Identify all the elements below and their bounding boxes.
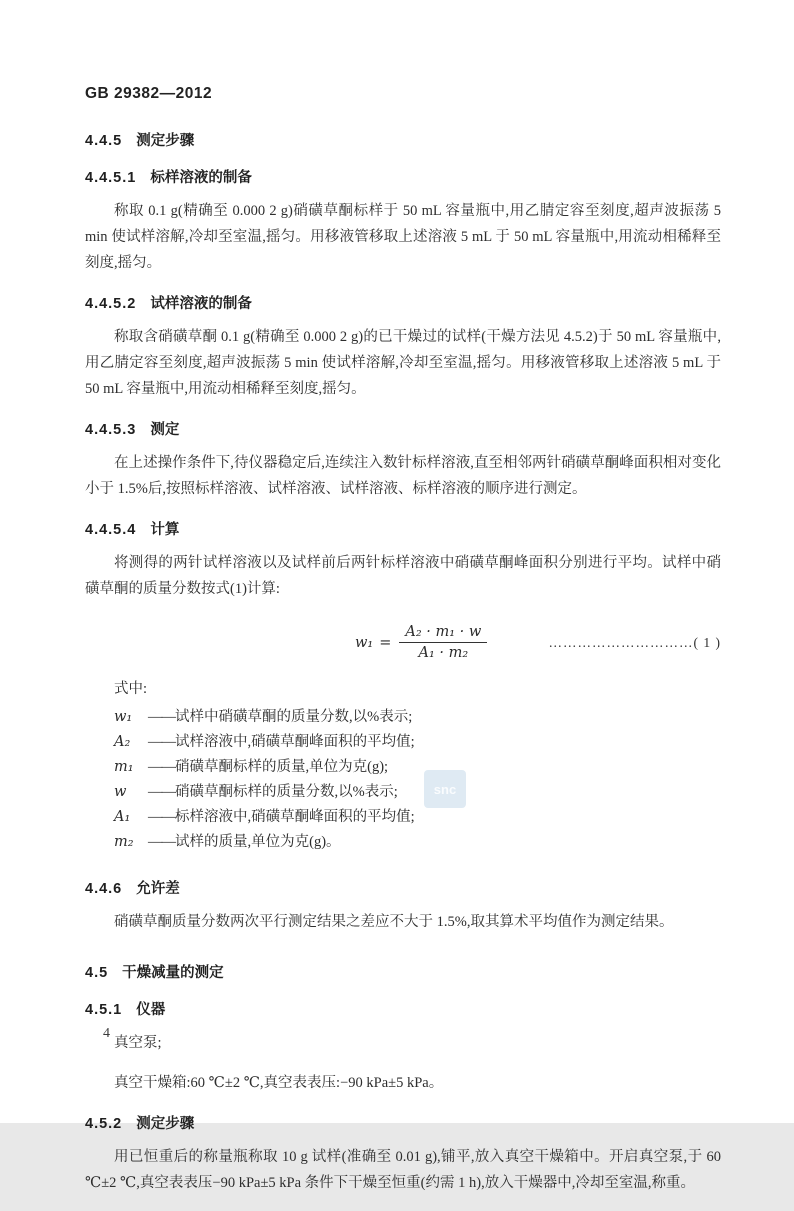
paragraph-vacuum-oven: 真空干燥箱:60 ℃±2 ℃,真空表表压:−90 kPa±5 kPa。 xyxy=(114,1075,444,1091)
heading-title: 标样溶液的制备 xyxy=(150,170,252,186)
variable-symbol: w₁ xyxy=(114,708,133,725)
definition-text: 硝磺草酮标样的质量,单位为克(g); xyxy=(175,758,389,775)
definition-text: 试样中硝磺草酮的质量分数,以%表示; xyxy=(175,708,413,725)
formula-equation xyxy=(355,624,487,661)
heading-title: 测定步骤 xyxy=(136,1116,195,1132)
definition-text: 试样溶液中,硝磺草酮峰面积的平均值; xyxy=(175,733,415,750)
heading-number: 4.5.2 xyxy=(85,1116,123,1132)
definition-dash: —— xyxy=(148,833,175,850)
paragraph-calculation: 将测得的两针试样溶液以及试样前后两针标样溶液中硝磺草酮峰面积分别进行平均。试样中硝磺草酮的质量分数按式(1)计算: xyxy=(85,555,721,597)
heading-title: 试样溶液的制备 xyxy=(150,296,252,312)
formula-equals: = xyxy=(379,634,392,651)
paragraph-determination: 在上述操作条件下,待仪器稳定后,连续注入数针标样溶液,直至相邻两针硝磺草酮峰面积相对变化小于 1.5%后,按照标样溶液、试样溶液、试样溶液、标样溶液的顺序进行测定。 xyxy=(85,455,721,497)
formula-dots-leader: ………………………… xyxy=(548,634,694,650)
variable-definitions xyxy=(114,705,721,855)
definition-dash: —— xyxy=(148,758,175,775)
definition-text: 标样溶液中,硝磺草酮峰面积的平均值; xyxy=(175,808,415,825)
heading-4-5-1 xyxy=(85,998,721,1019)
heading-4-4-6 xyxy=(85,877,721,898)
heading-number: 4.5 xyxy=(85,964,109,981)
page-number: 4 xyxy=(103,1026,110,1041)
definition-row-a1 xyxy=(114,805,721,830)
heading-title: 测定步骤 xyxy=(136,133,195,149)
definition-row-m1 xyxy=(114,755,721,780)
definition-row-w1 xyxy=(114,705,721,730)
variable-symbol: A₁ xyxy=(114,808,131,825)
heading-number: 4.4.5.4 xyxy=(85,522,137,538)
paragraph-tolerance: 硝磺草酮质量分数两次平行测定结果之差应不大于 1.5%,取其算术平均值作为测定结果。 xyxy=(114,913,674,930)
formula-denominator: A₁ · m₂ xyxy=(418,645,469,661)
definition-row-w xyxy=(114,780,721,805)
definition-dash: —— xyxy=(148,733,175,750)
heading-title: 干燥减量的测定 xyxy=(122,964,224,981)
definition-text: 硝磺草酮标样的质量分数,以%表示; xyxy=(175,783,398,800)
paragraph-vacuum-pump: 真空泵; xyxy=(114,1034,162,1051)
heading-number: 4.5.1 xyxy=(85,1001,123,1018)
formula-numerator: A₂ · m₁ · w xyxy=(399,624,487,643)
heading-4-4-5-2 xyxy=(85,292,721,313)
paragraph-sample-solution: 称取含硝磺草酮 0.1 g(精确至 0.000 2 g)的已干燥过的试样(干燥方法见 4.5.2)于 50 mL 容量瓶中,用乙腈定容至刻度,超声波振荡 5 min 使试样溶解,冷却至室温,摇匀。用移液管移取上述溶液 5 mL 于 50 mL 容量瓶中,用流动相稀释至刻度,摇匀。 xyxy=(85,329,721,397)
heading-number: 4.4.6 xyxy=(85,880,123,897)
definition-dash: —— xyxy=(148,783,175,800)
variable-symbol: w xyxy=(114,783,127,800)
formula-number: ( 1 ) xyxy=(693,634,721,650)
heading-4-4-5-1 xyxy=(85,166,721,187)
definition-text: 试样的质量,单位为克(g)。 xyxy=(175,833,341,850)
page-content xyxy=(85,85,721,1211)
formula-lhs: w₁ xyxy=(355,634,374,651)
formula-reference xyxy=(549,635,722,651)
scan-watermark: snc xyxy=(424,770,466,808)
heading-number: 4.4.5.1 xyxy=(85,170,137,186)
heading-4-5-2 xyxy=(85,1112,721,1133)
paragraph-standard-solution: 称取 0.1 g(精确至 0.000 2 g)硝磺草酮标样于 50 mL 容量瓶中,用乙腈定容至刻度,超声波振荡 5 min 使试样溶解,冷却至室温,摇匀。用移液管移取上述溶液 5 mL 于 50 mL 容量瓶中,用流动相稀释至刻度,摇匀。 xyxy=(85,203,721,271)
heading-number: 4.4.5.2 xyxy=(85,296,137,312)
heading-number: 4.4.5 xyxy=(85,133,123,149)
formula-where-label: 式中: xyxy=(114,680,148,697)
definition-row-m2 xyxy=(114,830,721,855)
variable-symbol: A₂ xyxy=(114,733,131,750)
heading-title: 仪器 xyxy=(136,1001,166,1018)
definition-dash: —— xyxy=(148,708,175,725)
standard-number: GB 29382—2012 xyxy=(85,85,213,102)
heading-4-4-5-3 xyxy=(85,418,721,439)
heading-4-4-5-4 xyxy=(85,518,721,539)
formula-fraction xyxy=(399,624,487,661)
heading-4-4-5 xyxy=(85,129,721,150)
heading-title: 计算 xyxy=(150,522,180,538)
formula-1 xyxy=(85,617,721,669)
paragraph-drying-procedure: 用已恒重后的称量瓶称取 10 g 试样(准确至 0.01 g),铺平,放入真空干燥箱中。开启真空泵,于 60 ℃±2 ℃,真空表表压−90 kPa±5 kPa 条件下干燥至恒重(约需 1 h),放入干燥器中,冷却至室温,称重。 xyxy=(85,1149,721,1191)
definition-dash: —— xyxy=(148,808,175,825)
heading-title: 测定 xyxy=(150,422,180,438)
heading-4-5 xyxy=(85,961,721,982)
definition-row-a2 xyxy=(114,730,721,755)
heading-title: 允许差 xyxy=(136,880,180,897)
variable-symbol: m₂ xyxy=(114,833,134,850)
variable-symbol: m₁ xyxy=(114,758,134,775)
heading-number: 4.4.5.3 xyxy=(85,422,137,438)
